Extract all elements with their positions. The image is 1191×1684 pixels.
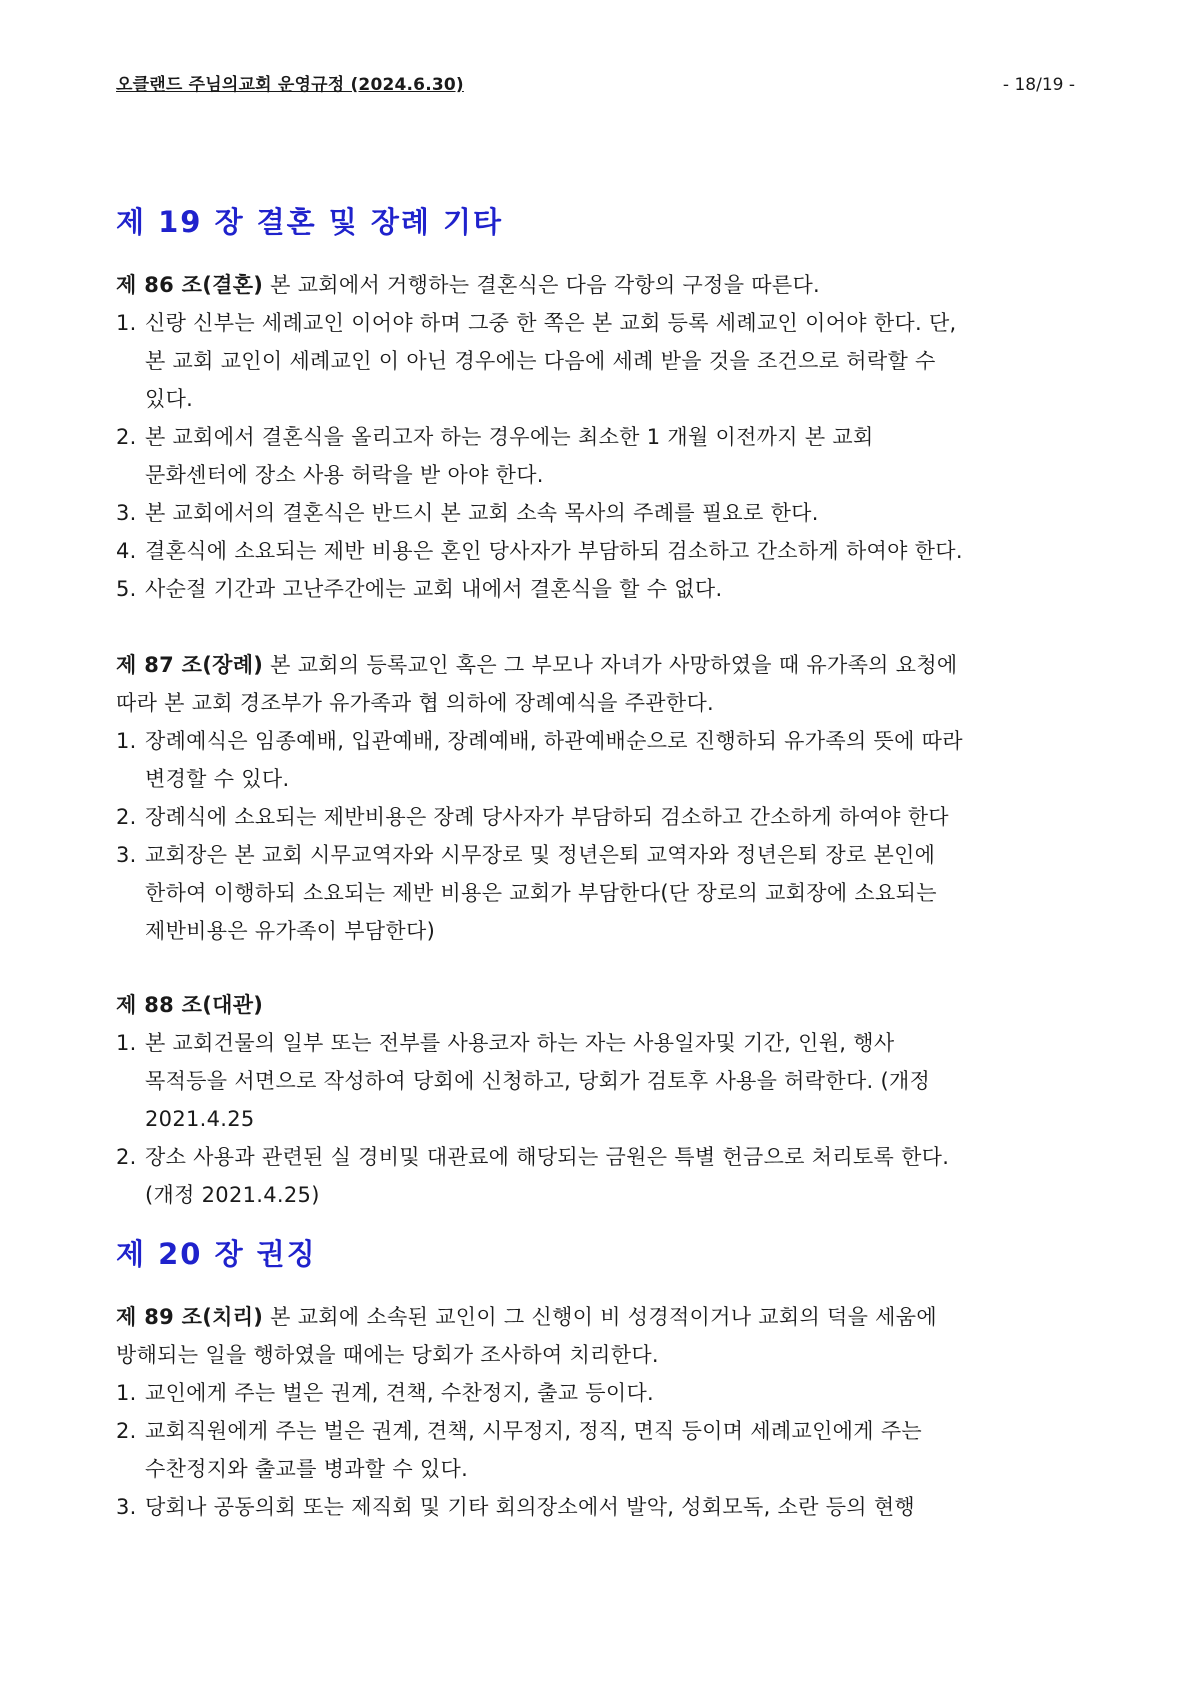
chapter-20-title: 제 20 장 권징 (116, 1237, 317, 1271)
item-number: 1. (116, 1381, 137, 1405)
item-line: 본 교회 교인이 세례교인 이 아닌 경우에는 다음에 세례 받을 것을 조건으로 허락할 수 (145, 349, 936, 373)
item-line: 장례예식은 임종예배, 입관예배, 장례예배, 하관예배순으로 진행하되 유가족의 뜻에 따라 (145, 729, 963, 753)
item-number: 2. (116, 1145, 137, 1169)
article-88-heading: 제 88 조(대관) (116, 993, 264, 1017)
item-text (145, 798, 1078, 836)
item-text (145, 304, 1078, 418)
item-number: 3. (116, 1495, 137, 1519)
list-item (116, 836, 1078, 950)
item-number: 2. (116, 425, 137, 449)
item-line: 장소 사용과 관련된 실 경비및 대관료에 해당되는 금원은 특별 헌금으로 처리토록 한다. (145, 1145, 950, 1169)
item-line: 본 교회건물의 일부 또는 전부를 사용코자 하는 자는 사용일자및 기간, 인원, 행사 (145, 1031, 895, 1055)
list-item (116, 304, 1078, 418)
item-line: 있다. (145, 387, 194, 411)
list-item (116, 722, 1078, 798)
list-item (116, 494, 1078, 532)
list-item (116, 1412, 1078, 1488)
item-line: 본 교회에서의 결혼식은 반드시 본 교회 소속 목사의 주례를 필요로 한다. (145, 501, 819, 525)
article-86-intro (116, 266, 1078, 304)
list-item (116, 570, 1078, 608)
article-87-heading: 제 87 조(장례) (116, 653, 264, 677)
item-line: 본 교회에서 결혼식을 올리고자 하는 경우에는 최소한 1 개월 이전까지 본 교회 (145, 425, 874, 449)
item-text (145, 836, 1078, 950)
page-number: - 18/19 - (1002, 75, 1075, 95)
list-item (116, 1374, 1078, 1412)
item-number: 4. (116, 539, 137, 563)
item-text (145, 1412, 1078, 1488)
item-number: 3. (116, 501, 137, 525)
item-number: 5. (116, 577, 137, 601)
article-87-intro (116, 646, 1078, 684)
document-title: 오클랜드 주님의교회 운영규정 (2024.6.30) (116, 75, 464, 95)
item-line: (개정 2021.4.25) (145, 1183, 320, 1207)
item-line: 결혼식에 소요되는 제반 비용은 혼인 당사자가 부담하되 검소하고 간소하게 하여야 한다. (145, 539, 963, 563)
item-line: 목적등을 서면으로 작성하여 당회에 신청하고, 당회가 검토후 사용을 허락한다. (개정 (145, 1069, 931, 1093)
article-87-items (116, 722, 1078, 950)
article-86-heading: 제 86 조(결혼) (116, 273, 264, 297)
item-line: 신랑 신부는 세례교인 이어야 하며 그중 한 쪽은 본 교회 등록 세례교인 이어야 한다. 단, (145, 311, 957, 335)
list-item (116, 798, 1078, 836)
article-86 (116, 266, 1078, 608)
item-line: 변경할 수 있다. (145, 767, 290, 791)
list-item (116, 532, 1078, 570)
item-line: 수찬정지와 출교를 병과할 수 있다. (145, 1457, 469, 1481)
article-86-items (116, 304, 1078, 608)
item-number: 1. (116, 729, 137, 753)
item-line: 교회직원에게 주는 벌은 권계, 견책, 시무정지, 정직, 면직 등이며 세례교인에게 주는 (145, 1419, 922, 1443)
item-text (145, 1374, 1078, 1412)
item-text (145, 418, 1078, 494)
list-item (116, 418, 1078, 494)
article-89-intro (116, 1298, 1078, 1336)
item-line: 문화센터에 장소 사용 허락을 받 아야 한다. (145, 463, 544, 487)
article-89-text-line1: 본 교회에 소속된 교인이 그 신행이 비 성경적이거나 교회의 덕을 세움에 (263, 1305, 937, 1329)
article-88 (116, 986, 1078, 1214)
article-87-text-line2: 따라 본 교회 경조부가 유가족과 협 의하에 장례예식을 주관한다. (116, 691, 715, 715)
item-number: 2. (116, 805, 137, 829)
item-number: 2. (116, 1419, 137, 1443)
item-line: 장례식에 소요되는 제반비용은 장례 당사자가 부담하되 검소하고 간소하게 하여야 한다 (145, 805, 949, 829)
item-text (145, 570, 1078, 608)
article-86-text: 본 교회에서 거행하는 결혼식은 다음 각항의 구정을 따른다. (263, 273, 821, 297)
item-text (145, 1024, 1078, 1138)
article-89 (116, 1298, 1078, 1526)
article-89-text-line2: 방해되는 일을 행하였을 때에는 당회가 조사하여 치리한다. (116, 1343, 659, 1367)
list-item (116, 1024, 1078, 1138)
article-89-items (116, 1374, 1078, 1526)
article-87-text-line1: 본 교회의 등록교인 혹은 그 부모나 자녀가 사망하였을 때 유가족의 요청에 (263, 653, 958, 677)
item-text (145, 1138, 1078, 1214)
list-item (116, 1138, 1078, 1214)
item-number: 3. (116, 843, 137, 867)
item-line: 당회나 공동의회 또는 제직회 및 기타 회의장소에서 발악, 성회모독, 소란 등의 현행 (145, 1495, 916, 1519)
article-87 (116, 646, 1078, 950)
item-line: 사순절 기간과 고난주간에는 교회 내에서 결혼식을 할 수 없다. (145, 577, 723, 601)
item-line: 2021.4.25 (145, 1107, 255, 1131)
item-line: 교회장은 본 교회 시무교역자와 시무장로 및 정년은퇴 교역자와 정년은퇴 장로 본인에 (145, 843, 936, 867)
item-text (145, 532, 1078, 570)
list-item (116, 1488, 1078, 1526)
chapter-19-title: 제 19 장 결혼 및 장례 기타 (116, 205, 504, 239)
item-text (145, 494, 1078, 532)
article-88-items (116, 1024, 1078, 1214)
item-number: 1. (116, 1031, 137, 1055)
item-number: 1. (116, 311, 137, 335)
article-89-heading: 제 89 조(치리) (116, 1305, 264, 1329)
item-line: 제반비용은 유가족이 부담한다) (145, 919, 436, 943)
page-header (116, 70, 1075, 95)
item-text (145, 1488, 1078, 1526)
item-line: 한하여 이행하되 소요되는 제반 비용은 교회가 부담한다(단 장로의 교회장에 소요되는 (145, 881, 937, 905)
item-text (145, 722, 1078, 798)
item-line: 교인에게 주는 벌은 권계, 견책, 수찬정지, 출교 등이다. (145, 1381, 655, 1405)
